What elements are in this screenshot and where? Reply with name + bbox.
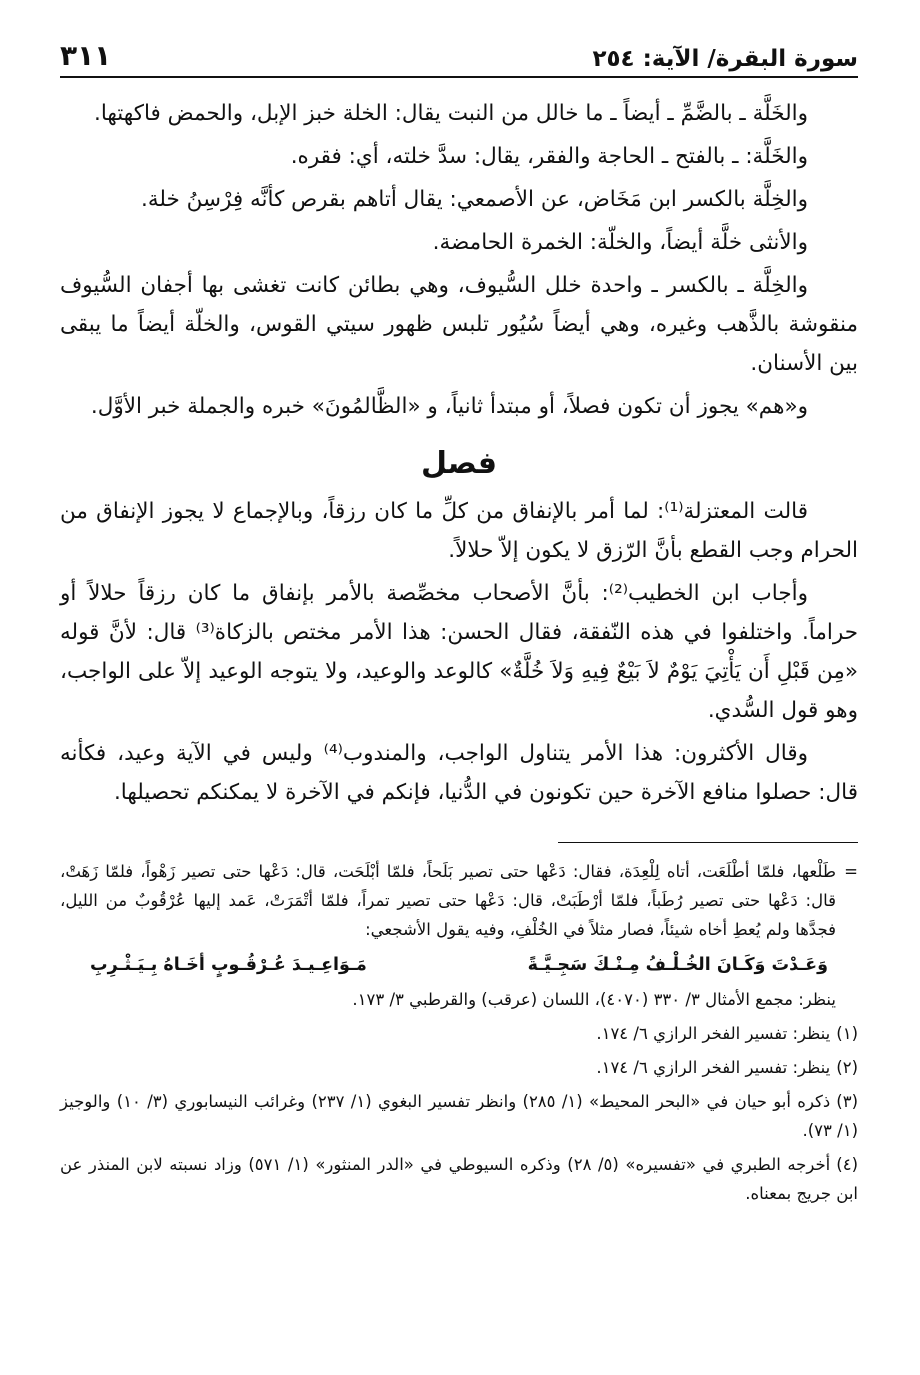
footnotes [60,857,858,1208]
footnote-text: ينظر: تفسير الفخر الرازي ٦/ ١٧٤. [596,1058,831,1077]
footnote-item [60,1053,858,1082]
main-text [60,94,858,812]
paragraph-ibn-khatib: وأجاب ابن الخطيب⁽²⁾: بأنَّ الأصحاب مخصِّصة بالأمر بإنفاق ما كان رزقاً حلالاً أو حراماً. واختلفوا في هذه النّفقة، فقال الحسن: هذا الأمر مختص بالزكاة⁽³⁾ قال: لأنَّ قوله «مِن قَبْلِ أَن يَأْتِيَ يَوْمٌ لاَ بَيْعٌ فِيهِ وَلاَ خُلَّةٌ» كالوعد والوعيد، ولا يتوجه الوعيد إلاّ على الواجب، وهو قول السُّدي. [60,581,859,723]
verse-second-hemistich: مَـوَاعِـيـدَ عُـرْقُـوبٍ أخَـاهُ بِـيَـثْـرِبِ [90,955,367,975]
footnote-item [60,1150,858,1208]
footnote-text: أخرجه الطبري في «تفسيره» (٥/ ٢٨) وذكره السيوطي في «الدر المنثور» (١/ ٥٧١) وزاد نسبته لابن المنذر عن ابن جريج بمعناه. [60,1155,858,1203]
paragraph-khalla-fath: والخَلَّة: ـ بالفتح ـ الحاجة والفقر، يقال: سدَّ خلته، أي: فقره. [290,144,808,169]
footnote-number: (٢) [836,1058,858,1077]
paragraph-khilla-kasr: والخِلَّة بالكسر ابن مَخَاض، عن الأصمعي: يقال أتاهم بقرص كأنَّه فِرْسِنُ خلة. [141,187,808,212]
paragraph-hum: و«هم» يجوز أن تكون فصلاً، أو مبتدأ ثانياً، و «الظَّالمُونَ» خبره والجملة خبر الأوَّل. [90,394,808,419]
paragraph-aktharun: وقال الأكثرون: هذا الأمر يتناول الواجب، والمندوب⁽⁴⁾ وليس في الآية وعيد، فكأنه قال: حصلوا منافع الآخرة حين تكونون في الدُّنيا، فإنكم في الآخرة لا يمكنكم تحصيلها. [60,741,858,805]
footnote-item [60,1019,858,1048]
paragraph-khilal-suyuf: والخِلَّة ـ بالكسر ـ واحدة خلل السُّيوف، وهي بطائن كانت تغشى بها أجفان السُّيوف منقوشة بالذَّهب وغيره، وهي أيضاً سُيُور تلبس ظهور سيتي القوس، والخلّة أيضاً ما يبقى بين الأسنان. [60,273,858,376]
paragraph-untha: والأنثى خلَّة أيضاً، والخلّة: الخمرة الحامضة. [432,230,808,255]
footnote-number: (١) [836,1024,858,1043]
paragraph-mutazila: قالت المعتزلة⁽¹⁾: لما أمر بالإنفاق من كلِّ ما كان رزقاً، وبالإجماع لا يجوز الإنفاق من الحرام وجب القطع بأنَّ الرّزق لا يكون إلاّ حلالاً. [60,499,858,563]
continuation-text: طَلْعها، فلمّا أطْلَعَت، أتاه لِلْعِدَة، فقال: دَعْها حتى تصير بَلَحاً، فلمّا أبْلَحَت، قال: دَعْها حتى تصير زَهْواً، فلمّا زَهَتْ، قال: دَعْها حتى تصير رُطَباً، فلمّا أرْطَبَتْ، قال: دَعْها حتى تصير تمراً، فلمّا أتْمَرَتْ، عَمد إليها عُرْقُوبٌ من الليل، فجدَّها ولم يُعطِ أخاه شيئاً، فصار مثلاً في الخُلْفِ، وفيه يقول الأشجعي: [60,862,836,939]
footnote-number: (٣) [836,1092,859,1111]
footnote-text: ينظر: تفسير الفخر الرازي ٦/ ١٧٤. [596,1024,831,1043]
footnote-number: (٤) [836,1155,859,1174]
poetry-verse [60,949,858,981]
section-heading: فصل [421,446,497,481]
footnote-sources: ينظر: مجمع الأمثال ٣/ ٣٣٠ (٤٠٧٠)، اللسان (عرقب) والقرطبي ٣/ ١٧٣. [352,990,836,1009]
footnote-item [60,1087,858,1145]
paragraph-khulla-damm: والخَلَّة ـ بالضَّمِّ ـ أيضاً ـ ما خالل من النبت يقال: الخلة خبز الإبل، والحمض فاكهتها. [94,101,808,126]
footnote-separator [558,842,858,843]
continuation-marker: = [844,862,858,881]
running-header [60,38,858,78]
footnote-text: ذكره أبو حيان في «البحر المحيط» (١/ ٢٨٥) وانظر تفسير البغوي (١/ ٢٣٧) وغرائب النيسابوري (٣/ ١٠) والوجيز (١/ ٧٣). [60,1092,858,1140]
page-number: ٣١١ [60,39,112,72]
surah-title: سورة البقرة/ الآية: ٢٥٤ [592,46,858,72]
footnote-continuation [60,857,858,944]
verse-first-hemistich: وَعَـدْتَ وَكَـانَ الخُـلْـفُ مِـنْـكَ سَجِـيَّـةً [527,955,828,975]
